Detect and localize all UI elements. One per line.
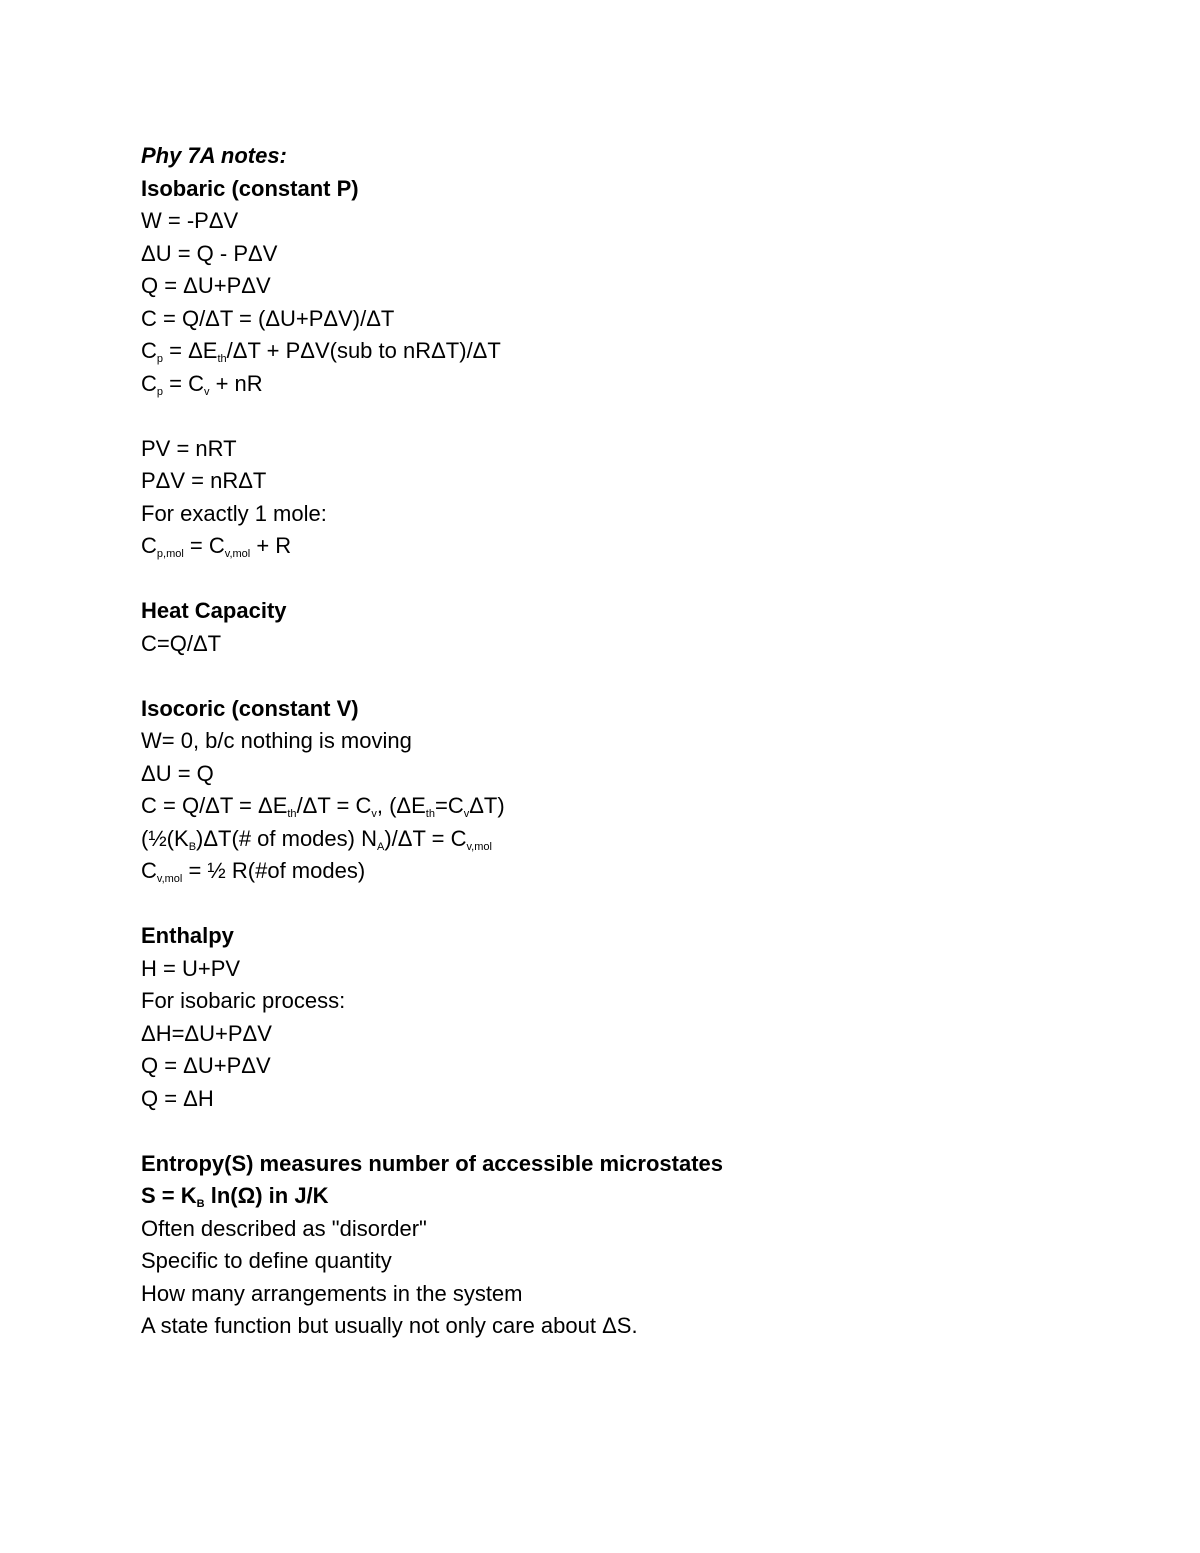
spacer	[141, 563, 1141, 596]
spacer	[141, 660, 1141, 693]
entropy-note-arrangements: How many arrangements in the system	[141, 1280, 523, 1306]
notes-page	[141, 140, 1141, 1343]
entropy-note-quantity: Specific to define quantity	[141, 1248, 392, 1273]
heat-capacity-heading: Heat Capacity	[141, 598, 287, 623]
isocoric-work-note: W= 0, b/c nothing is moving	[141, 728, 412, 753]
heat-capacity-equation: C=Q/ΔT	[141, 630, 222, 656]
ideal-gas-law: PV = nRT	[141, 435, 237, 461]
isocoric-heading: Isocoric (constant V)	[141, 695, 359, 721]
isocoric-molar-cv-equation: $C_{v,mol}$ = ½ R(#of modes)	[141, 858, 366, 885]
enthalpy-heading: Enthalpy	[141, 923, 234, 948]
enthalpy-heat-equals-delta-h: Q = ΔH	[141, 1085, 214, 1111]
isobaric-cp-derivation: $C_p = \Delta E_{th}/\Delta T + P\Delta V(sub$ to nRΔT)/ΔT	[141, 338, 501, 365]
entropy-formula: $S = K_B$ ln(Ω) in J/K	[141, 1183, 329, 1210]
isobaric-cp-cv-relation: $C_p = C_v$ + nR	[141, 370, 263, 398]
isobaric-heat-equation: Q = ΔU+PΔV	[141, 273, 271, 298]
isocoric-modes-equation: ($\frac{1}{2}(K_B)\Delta T(\#$ of modes) $N_A)/\Delta T = C_{v,mol}$	[141, 825, 492, 853]
isobaric-internal-energy-equation: ΔU = Q - PΔV	[141, 240, 278, 266]
isobaric-work-equation: W = -PΔV	[141, 208, 239, 233]
isobaric-heading: Isobaric (constant P)	[141, 175, 359, 201]
entropy-note-disorder: Often described as "disorder"	[141, 1215, 427, 1241]
entropy-heading: Entropy(S) measures number of accessible microstates	[141, 1150, 723, 1176]
page-title: Phy 7A notes:	[141, 143, 287, 168]
enthalpy-isobaric-note: For isobaric process:	[141, 988, 346, 1013]
isocoric-internal-energy-equation: ΔU = Q	[141, 760, 214, 786]
enthalpy-heat-equation: Q = ΔU+PΔV	[141, 1053, 271, 1078]
enthalpy-definition: H = U+PV	[141, 955, 241, 981]
spacer	[141, 1115, 1141, 1148]
molar-heat-capacity-relation: $C_{p,mol} = C_{v,mol} + R$	[141, 533, 292, 560]
spacer	[141, 888, 1141, 921]
entropy-note-state-function: A state function but usually not only care about ΔS.	[141, 1313, 638, 1338]
one-mole-note: For exactly 1 mole:	[141, 500, 327, 526]
ideal-gas-law-delta: PΔV = nRΔT	[141, 468, 267, 493]
spacer	[141, 400, 1141, 433]
isocoric-cv-equation: $C = Q/\Delta T = \Delta E_{th}/\Delta T = C_v$, $(\Delta E_{th}=C_v\Delta T)$	[141, 793, 505, 820]
enthalpy-delta-equation: ΔH=ΔU+PΔV	[141, 1020, 272, 1046]
isobaric-heat-capacity-equation: C = Q/ΔT = (ΔU+PΔV)/ΔT	[141, 305, 395, 331]
